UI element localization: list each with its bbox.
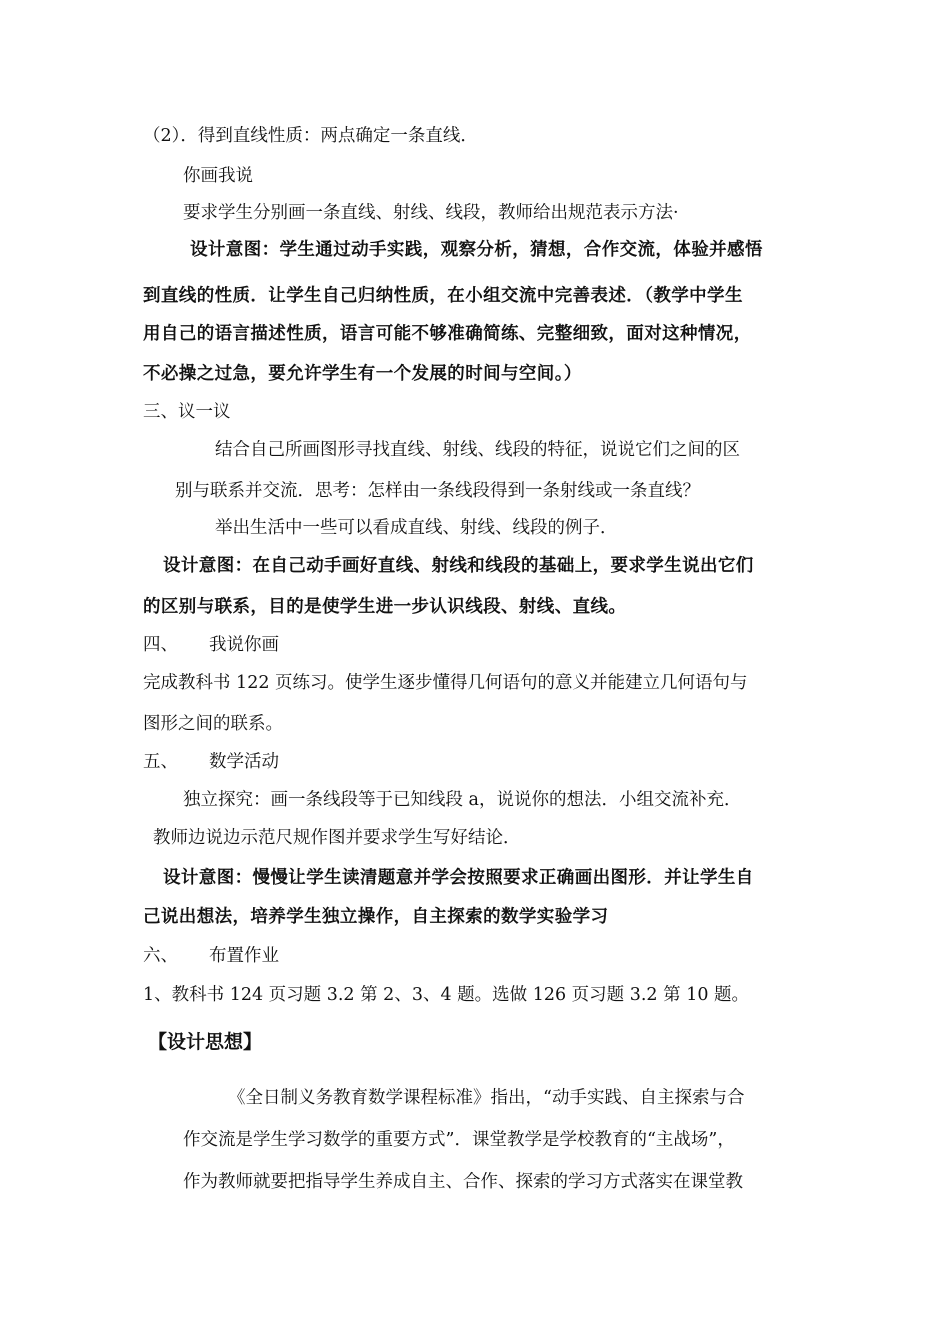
design-intent-line: 己说出想法，培养学生独立操作，自主探索的数学实验学习 (143, 907, 609, 927)
design-intent-line: 设计意图：学生通过动手实践，观察分析，猜想，合作交流，体验并感悟 (190, 240, 763, 260)
text-line: 要求学生分别画一条直线、射线、线段，教师给出规范表示方法· (183, 203, 679, 223)
design-intent-line: 到直线的性质．让学生自己归纳性质，在小组交流中完善表述．（教学中学生 (143, 286, 743, 306)
section-title: 布置作业 (209, 946, 279, 966)
text-line: 1、教科书 124 页习题 3.2 第 2、3、4 题。选做 126 页习题 3.2 第 10 题。 (143, 985, 750, 1005)
text-line: 别与联系并交流．思考：怎样由一条线段得到一条射线或一条直线？ (175, 481, 700, 501)
design-intent-line: 用自己的语言描述性质，语言可能不够准确简练、完整细致，面对这种情况， (143, 324, 752, 344)
design-intent-line: 不必操之过急，要允许学生有一个发展的时间与空间。） (143, 364, 582, 384)
section-heading (143, 750, 279, 774)
subheading: 你画我说 (183, 166, 253, 186)
design-intent-line: 设计意图：在自己动手画好直线、射线和线段的基础上，要求学生说出它们 (163, 556, 754, 576)
text-line: 作为教师就要把指导学生养成自主、合作、探索的学习方式落实在课堂教 (183, 1172, 743, 1192)
text-line: 图形之间的联系。 (143, 714, 283, 734)
section-heading (143, 944, 279, 968)
text-line: 教师边说边示范尺规作图并要求学生写好结论． (153, 828, 521, 848)
text-line: 结合自己所画图形寻找直线、射线、线段的特征，说说它们之间的区 (215, 440, 740, 460)
design-thoughts-heading: 【设计思想】 (148, 1031, 263, 1053)
text-line: 作交流是学生学习数学的重要方式”．课堂教学是学校教育的“主战场”， (183, 1130, 735, 1150)
section-number: 四、 (143, 635, 178, 655)
text-line: 独立探究：画一条线段等于已知线段 a，说说你的想法．小组交流补充． (183, 790, 742, 810)
design-intent-line: 设计意图：慢慢让学生读清题意并学会按照要求正确画出图形．并让学生自 (163, 868, 754, 888)
section-number: 六、 (143, 946, 178, 966)
section-title: 我说你画 (209, 635, 279, 655)
section-heading (143, 633, 279, 657)
text-line: 《全日制义务教育数学课程标准》指出，“动手实践、自主探索与合 (228, 1088, 745, 1108)
design-intent-line: 的区别与联系，目的是使学生进一步认识线段、射线、直线。 (143, 597, 627, 617)
section-heading: 三、议一议 (143, 402, 231, 422)
section-title: 数学活动 (209, 752, 279, 772)
text-line: 完成教科书 122 页练习。使学生逐步懂得几何语句的意义并能建立几何语句与 (143, 673, 748, 693)
text-line: （2）．得到直线性质：两点确定一条直线． (143, 126, 478, 146)
section-number: 五、 (143, 752, 178, 772)
text-line: 举出生活中一些可以看成直线、射线、线段的例子． (215, 518, 618, 538)
